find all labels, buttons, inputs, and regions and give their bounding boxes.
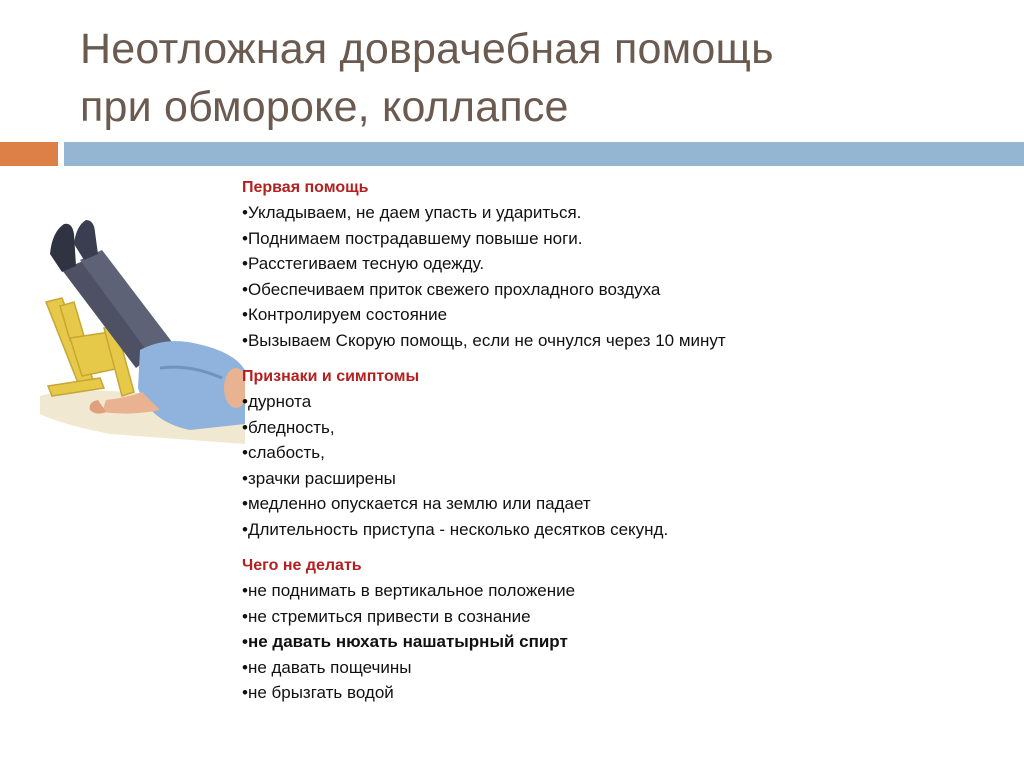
slide-title-line-1: Неотложная доврачебная помощь <box>80 25 774 73</box>
content-text <box>242 176 1002 718</box>
section-heading: Признаки и симптомы <box>242 368 420 385</box>
list-item: •медленно опускается на землю или падает <box>242 494 591 513</box>
list-item: •не давать пощечины <box>242 657 412 677</box>
section-first-aid <box>242 176 1002 353</box>
list-item: •Расстегиваем тесную одежду. <box>242 254 485 273</box>
list-item: •Вызываем Скорую помощь, если не очнулся через 10 минут <box>242 330 726 350</box>
list-item: •слабость, <box>242 443 325 462</box>
title-divider-bar <box>64 142 1024 166</box>
list-item: •Контролируем состояние <box>242 305 448 324</box>
list-item: •зрачки расширены <box>242 468 396 488</box>
list-item: •Обеспечиваем приток свежего прохладного воздуха <box>242 279 661 299</box>
list-item: •не поднимать в вертикальное положение <box>242 581 576 600</box>
list-item: •дурнота <box>242 392 312 411</box>
list-item: •Поднимаем пострадавшему повыше ноги. <box>242 228 583 248</box>
section-do-not <box>242 554 1002 706</box>
list-item: •не брызгать водой <box>242 683 394 702</box>
list-item: •Укладываем, не даем упасть и удариться. <box>242 203 582 222</box>
section-heading: Первая помощь <box>242 179 369 196</box>
list-item: •бледность, <box>242 417 335 437</box>
list-item: •не стремиться привести в сознание <box>242 606 531 626</box>
accent-bar <box>0 142 58 166</box>
slide-title <box>80 20 980 136</box>
fainting-person-legs-raised-icon <box>40 218 245 453</box>
list-item: •Длительность приступа - несколько десятков секунд. <box>242 519 669 539</box>
slide-title-line-2: при обмороке, коллапсе <box>80 83 569 131</box>
list-item-emphasized: •не давать нюхать нашатырный спирт <box>242 632 568 651</box>
section-symptoms <box>242 365 1002 542</box>
section-heading: Чего не делать <box>242 557 362 574</box>
